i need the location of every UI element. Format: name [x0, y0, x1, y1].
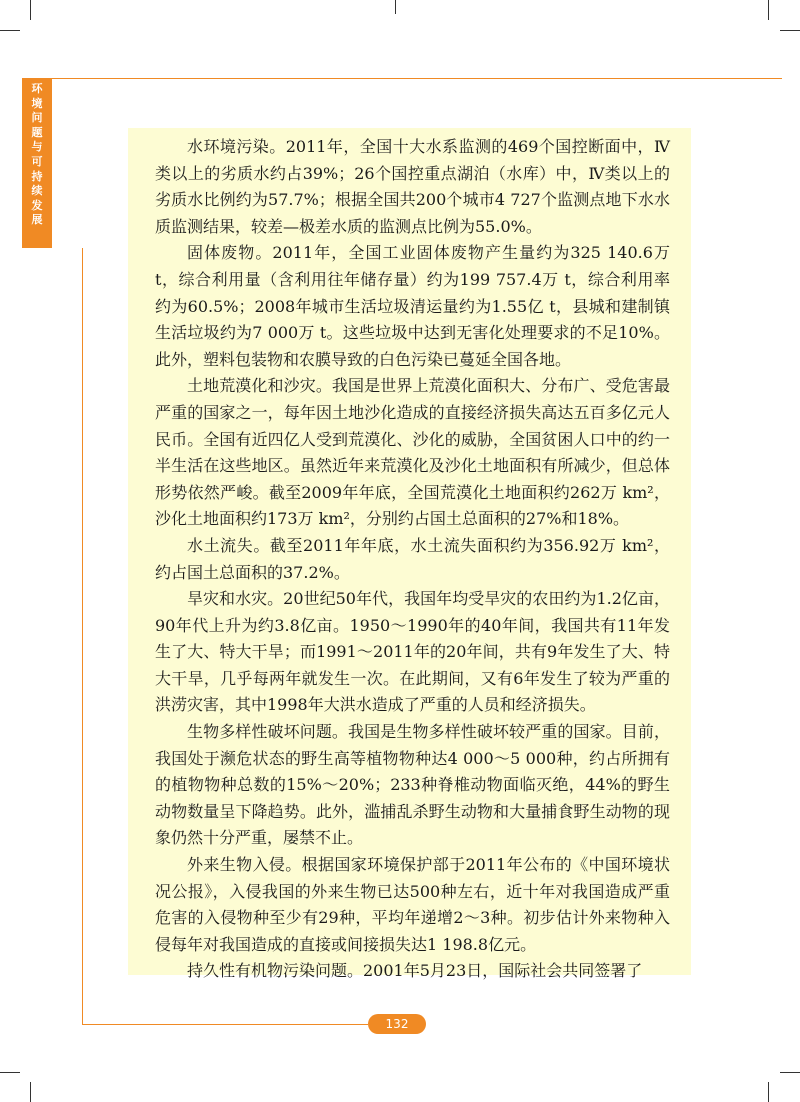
body-text [155, 134, 670, 985]
paragraph-soil-erosion: 水土流失。截至2011年年底，水土流失面积约为356.92万 km²，约占国土总面积的37.2%。 [155, 535, 670, 582]
chapter-side-tab [22, 78, 52, 248]
top-rule [52, 78, 782, 79]
crop-mark [395, 0, 396, 14]
bottom-rule [82, 1024, 368, 1025]
paragraph-persistent-organic: 持久性有机物污染问题。2001年5月23日，国际社会共同签署了 [187, 961, 643, 981]
side-tab-char: 可 [31, 154, 43, 168]
left-rule [82, 248, 83, 1025]
crop-mark [780, 30, 800, 31]
crop-mark [768, 1082, 769, 1102]
crop-mark [30, 1082, 31, 1102]
side-tab-char: 与 [31, 140, 43, 154]
side-tab-char: 持 [31, 169, 43, 183]
paragraph-biodiversity: 生物多样性破坏问题。我国是生物多样性破坏较严重的国家。目前，我国处于濒危状态的野生高等植物物种达4 000～5 000种，约占所拥有的植物物种总数的15%～20%；233种脊椎动物面临灭绝，44%的野生动物数量呈下降趋势。此外，滥捕乱杀野生动物和大量捕食野生动物的现象仍然十分严重，屡禁不止。 [155, 722, 670, 848]
side-tab-char: 境 [31, 96, 43, 110]
page-number: 132 [368, 1014, 426, 1034]
side-tab-char: 发 [31, 198, 43, 212]
paragraph-invasive-species: 外来生物入侵。根据国家环境保护部于2011年公布的《中国环境状况公报》，入侵我国的外来生物已达500种左右，近十年对我国造成严重危害的入侵物种至少有29种，平均年递增2～3种。初步估计外来物种入侵每年对我国造成的直接或间接损失达1 198.8亿元。 [155, 855, 670, 954]
paragraph-water-pollution: 水环境污染。2011年，全国十大水系监测的469个国控断面中，Ⅳ类以上的劣质水约占39%；26个国控重点湖泊（水库）中，Ⅳ类以上的劣质水比例约为57.7%；根据全国共200个城市4 727个监测点地下水水质监测结果，较差—极差水质的监测点比例为55.0%。 [155, 137, 670, 236]
side-tab-char: 续 [31, 184, 43, 198]
crop-mark [0, 30, 20, 31]
crop-mark [768, 0, 769, 20]
paragraph-solid-waste: 固体废物。2011年，全国工业固体废物产生量约为325 140.6万 t，综合利用量（含利用往年储存量）约为199 757.4万 t，综合利用率约为60.5%；2008年城市生活垃圾清运量约为1.55亿 t，县城和建制镇生活垃圾约为7 000万 t。这些垃圾中达到无害化处理要求的不足10%。此外，塑料包装物和农膜导致的白色污染已蔓延全国各地。 [155, 243, 670, 369]
crop-mark [30, 0, 31, 20]
crop-mark [0, 1072, 20, 1073]
side-tab-char: 问 [31, 111, 43, 125]
paragraph-desertification: 土地荒漠化和沙灾。我国是世界上荒漠化面积大、分布广、受危害最严重的国家之一，每年因土地沙化造成的直接经济损失高达五百多亿元人民币。全国有近四亿人受到荒漠化、沙化的威胁，全国贫困人口中的约一半生活在这些地区。虽然近年来荒漠化及沙化土地面积有所减少，但总体形势依然严峻。截至2009年年底，全国荒漠化土地面积约262万 km²，沙化土地面积约173万 km²，分别约占国土总面积的27%和18%。 [155, 376, 670, 529]
side-tab-char: 环 [31, 82, 43, 95]
side-tab-char: 题 [31, 125, 43, 139]
side-tab-char: 展 [31, 213, 43, 227]
crop-mark [780, 1072, 800, 1073]
paragraph-drought-flood: 旱灾和水灾。20世纪50年代，我国年均受旱灾的农田约为1.2亿亩，90年代上升为约3.8亿亩。1950～1990年的40年间，我国共有11年发生了大、特大干旱；而1991～2011年的20年间，共有9年发生了大、特大干旱，几乎每两年就发生一次。在此期间，又有6年发生了较为严重的洪涝灾害，其中1998年大洪水造成了严重的人员和经济损失。 [155, 589, 670, 715]
